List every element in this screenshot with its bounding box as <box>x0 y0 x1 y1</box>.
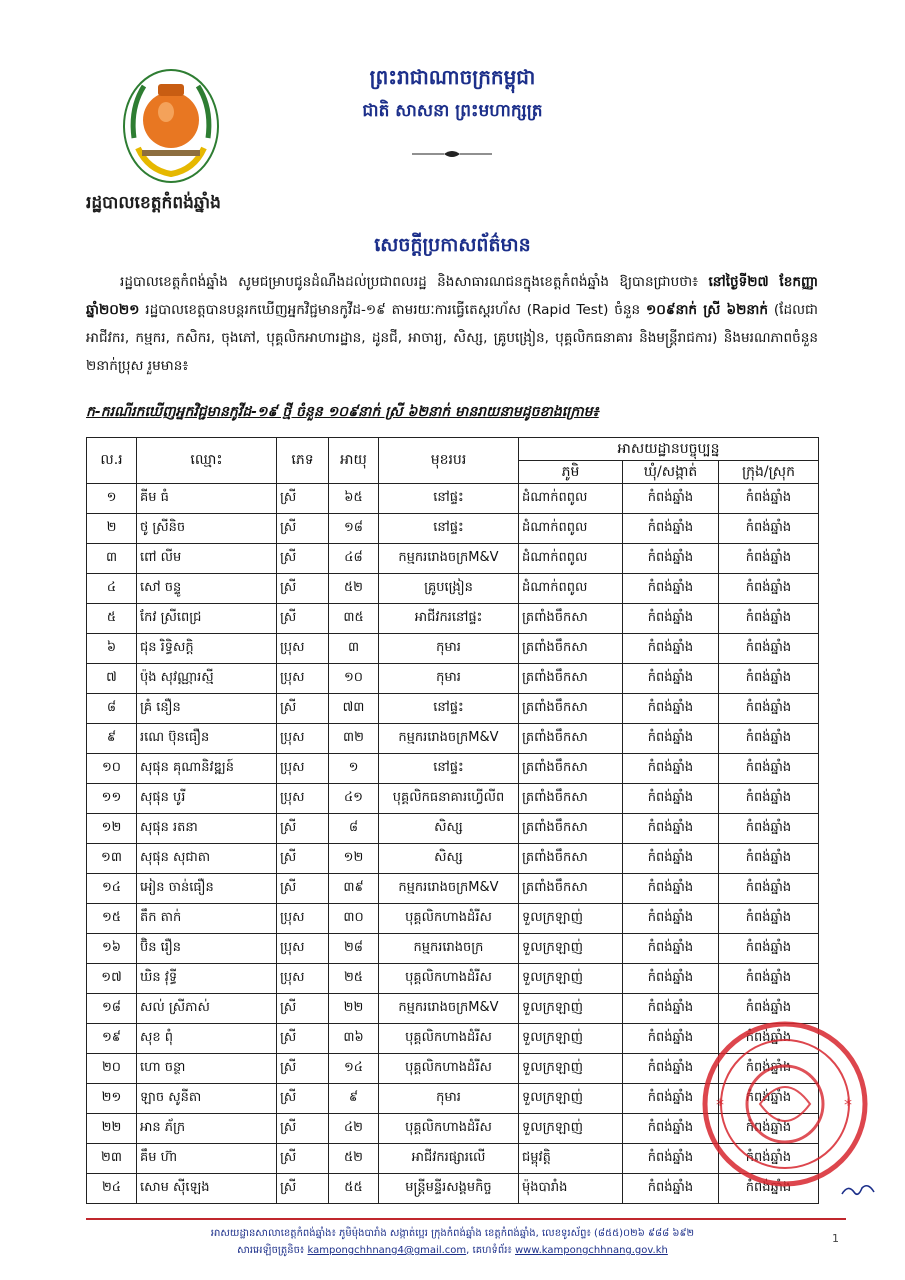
cell-age: ៥៥ <box>329 1174 379 1204</box>
cell-commune: កំពង់ឆ្នាំង <box>623 724 719 754</box>
cell-district: កំពង់ឆ្នាំង <box>719 994 819 1024</box>
cell-no: ២ <box>87 514 137 544</box>
footer-address: អាសយដ្ឋានសាលាខេត្តកំពង់ឆ្នាំង៖ ភូមិម៉ុងបារាំង សង្កាត់ប្អេរ ក្រុងកំពង់ឆ្នាំង ខេត្តកំពង់ឆ្នាំង, លេខទូរស័ព្ទ៖ (៨៥៥)០២៦ ៩៨៨ ៦៩២ <box>210 1228 695 1239</box>
cell-village: ដំណាក់ពពូល <box>519 514 623 544</box>
cell-village: ត្រពាំងចឹកសា <box>519 784 623 814</box>
cell-no: ២៤ <box>87 1174 137 1204</box>
cell-occupation: នៅផ្ទះ <box>379 754 519 784</box>
signature-mark <box>838 1180 878 1202</box>
cell-district: កំពង់ឆ្នាំង <box>719 604 819 634</box>
cell-commune: កំពង់ឆ្នាំង <box>623 694 719 724</box>
cell-district: កំពង់ឆ្នាំង <box>719 814 819 844</box>
cell-no: ១១ <box>87 784 137 814</box>
cell-village: ត្រពាំងចឹកសា <box>519 634 623 664</box>
cell-name: ពៅ លីម <box>137 544 277 574</box>
table-row <box>87 964 819 994</box>
cell-occupation: នៅផ្ទះ <box>379 514 519 544</box>
cell-district: កំពង់ឆ្នាំង <box>719 874 819 904</box>
cell-name: ហោ ចន្ថា <box>137 1054 277 1084</box>
cell-commune: កំពង់ឆ្នាំង <box>623 1084 719 1114</box>
cell-sex: ស្រី <box>277 1024 329 1054</box>
cell-occupation: កម្មកររោងចក្រM&V <box>379 874 519 904</box>
cell-age: ៣ <box>329 634 379 664</box>
cell-village: ត្រពាំងចឹកសា <box>519 754 623 784</box>
cell-no: ៦ <box>87 634 137 664</box>
cell-village: ទួលក្រឡាញ់ <box>519 964 623 994</box>
cell-commune: កំពង់ឆ្នាំង <box>623 874 719 904</box>
cell-occupation: បុគ្គលិកហាងដំរីស <box>379 1114 519 1144</box>
intro-text-3: (ដែលជាអាជីវករ, កម្មករ, កសិករ, ចុងភៅ, បុគ្គលិកអាហារដ្ឋាន, ដូនជី, អាចារ្យ, សិស្ស, គ្រូបង្រៀន, បុគ្គលិកធនាគារ និងមន្ត្រីរាជការ) និងមរណភាពចំនួន ២នាក់ប្រុស រួមមាន៖ <box>86 302 818 374</box>
table-row <box>87 574 819 604</box>
cell-sex: ស្រី <box>277 814 329 844</box>
cell-sex: ប្រុស <box>277 754 329 784</box>
cell-age: ៣២ <box>329 724 379 754</box>
cell-no: ៧ <box>87 664 137 694</box>
cell-age: ២៨ <box>329 934 379 964</box>
cell-district: កំពង់ឆ្នាំង <box>719 724 819 754</box>
cell-village: ទួលក្រឡាញ់ <box>519 1084 623 1114</box>
cell-village: ត្រពាំងចឹកសា <box>519 604 623 634</box>
header-occupation: មុខរបរ <box>379 438 519 484</box>
kingdom-heading: ព្រះរាជាណាចក្រកម្ពុជា <box>369 65 536 89</box>
email-link[interactable]: kampongchhnang4@gmail.com <box>307 1245 467 1256</box>
cell-name: សុផុន បូរី <box>137 784 277 814</box>
cell-sex: ស្រី <box>277 874 329 904</box>
cell-name: សុផុន គុណានិវឌ្ឍន៍ <box>137 754 277 784</box>
cell-district: កំពង់ឆ្នាំង <box>719 964 819 994</box>
cell-no: ១៩ <box>87 1024 137 1054</box>
cell-name: សោម ស៊ីឡេង <box>137 1174 277 1204</box>
cell-commune: កំពង់ឆ្នាំង <box>623 844 719 874</box>
cell-name: ថូ ស្រីនិច <box>137 514 277 544</box>
cell-name: កែវ ស្រីពេជ្រ <box>137 604 277 634</box>
cell-age: ៨ <box>329 814 379 844</box>
cell-name: សុផុន រតនា <box>137 814 277 844</box>
cell-sex: ស្រី <box>277 1084 329 1114</box>
cell-sex: ស្រី <box>277 574 329 604</box>
cell-commune: កំពង់ឆ្នាំង <box>623 604 719 634</box>
table-row <box>87 814 819 844</box>
svg-text:*: * <box>844 1095 852 1114</box>
cell-age: ៣៦ <box>329 1024 379 1054</box>
table-row <box>87 874 819 904</box>
cell-age: ១៤ <box>329 1054 379 1084</box>
cell-name: រណេ ប៊ុនធឿន <box>137 724 277 754</box>
cell-sex: ប្រុស <box>277 784 329 814</box>
cell-age: ៣០ <box>329 904 379 934</box>
header-address: អាសយដ្ឋានបច្ចុប្បន្ន <box>519 438 819 461</box>
header-commune: ឃុំ/សង្កាត់ <box>623 461 719 484</box>
cell-district: កំពង់ឆ្នាំង <box>719 934 819 964</box>
cell-occupation: អាជីវករផ្សារលើ <box>379 1144 519 1174</box>
cell-village: ទួលក្រឡាញ់ <box>519 994 623 1024</box>
website-link[interactable]: www.kampongchhnang.gov.kh <box>515 1245 668 1256</box>
table-row <box>87 664 819 694</box>
cell-age: ៣៩ <box>329 874 379 904</box>
cell-name: ជុន រិទ្ធិសក្តិ <box>137 634 277 664</box>
intro-text-1: រដ្ឋបាលខេត្តកំពង់ឆ្នាំង សូមជម្រាបជូនដំណឹងដល់ប្រជាពលរដ្ឋ និងសាធារណជនក្នុងខេត្តកំពង់ឆ្នាំង ឱ្យបានជ្រាបថា៖ <box>120 274 709 290</box>
cell-occupation: សិស្ស <box>379 814 519 844</box>
cell-commune: កំពង់ឆ្នាំង <box>623 904 719 934</box>
cell-district: កំពង់ឆ្នាំង <box>719 1144 819 1174</box>
cell-occupation: កុមារ <box>379 634 519 664</box>
cell-sex: ស្រី <box>277 1174 329 1204</box>
table-row <box>87 484 819 514</box>
cell-name: សល់ ស្រីភាស់ <box>137 994 277 1024</box>
website-label: , គេហទំព័រ៖ <box>466 1245 515 1256</box>
cell-district: កំពង់ឆ្នាំង <box>719 844 819 874</box>
cell-district: កំពង់ឆ្នាំង <box>719 484 819 514</box>
header-no: ល.រ <box>87 438 137 484</box>
table-row <box>87 844 819 874</box>
cell-name: អាន ភ័ក្រ <box>137 1114 277 1144</box>
cell-commune: កំពង់ឆ្នាំង <box>623 754 719 784</box>
cell-village: ទួលក្រឡាញ់ <box>519 934 623 964</box>
cell-district: កំពង់ឆ្នាំង <box>719 634 819 664</box>
cell-commune: កំពង់ឆ្នាំង <box>623 964 719 994</box>
cell-name: តឹក តាក់ <box>137 904 277 934</box>
cell-no: ១ <box>87 484 137 514</box>
intro-paragraph <box>86 268 818 380</box>
cell-commune: កំពង់ឆ្នាំង <box>623 1024 719 1054</box>
table-row <box>87 784 819 814</box>
cell-name: ប៊ិន រឿន <box>137 934 277 964</box>
cell-village: ត្រពាំងចឹកសា <box>519 874 623 904</box>
cell-age: ៩ <box>329 1084 379 1114</box>
cell-no: ៥ <box>87 604 137 634</box>
cell-age: ១ <box>329 754 379 784</box>
table-row <box>87 544 819 574</box>
cell-no: ១៦ <box>87 934 137 964</box>
cell-no: ២១ <box>87 1084 137 1114</box>
cell-name: អៀន ចាន់ធឿន <box>137 874 277 904</box>
cell-village: ទួលក្រឡាញ់ <box>519 1114 623 1144</box>
cell-commune: កំពង់ឆ្នាំង <box>623 784 719 814</box>
cell-name: ឡាច សូនីតា <box>137 1084 277 1114</box>
cell-sex: ប្រុស <box>277 934 329 964</box>
cell-no: ២២ <box>87 1114 137 1144</box>
cell-sex: ស្រី <box>277 844 329 874</box>
table-row <box>87 724 819 754</box>
cell-age: ៤២ <box>329 1114 379 1144</box>
cell-commune: កំពង់ឆ្នាំង <box>623 574 719 604</box>
cell-occupation: កម្មកររោងចក្រM&V <box>379 544 519 574</box>
case-count: ១០៩នាក់ ស្រី ៦២នាក់ <box>645 302 769 318</box>
cell-district: កំពង់ឆ្នាំង <box>719 574 819 604</box>
cell-district: កំពង់ឆ្នាំង <box>719 784 819 814</box>
cell-village: ត្រពាំងចឹកសា <box>519 844 623 874</box>
cell-occupation: គ្រូបង្រៀន <box>379 574 519 604</box>
cell-commune: កំពង់ឆ្នាំង <box>623 634 719 664</box>
cell-commune: កំពង់ឆ្នាំង <box>623 1144 719 1174</box>
cell-occupation: បុគ្គលិកហាងដំរីស <box>379 1024 519 1054</box>
announcement-date: នៅថ្ងៃទី២៧ ខែកញ្ញា ឆ្នាំ២០២១ <box>86 274 818 318</box>
cell-village: ត្រពាំងចឹកសា <box>519 664 623 694</box>
cell-commune: កំពង់ឆ្នាំង <box>623 484 719 514</box>
cell-occupation: កុមារ <box>379 1084 519 1114</box>
cell-sex: ស្រី <box>277 1114 329 1144</box>
cell-district: កំពង់ឆ្នាំង <box>719 1114 819 1144</box>
cell-no: ១០ <box>87 754 137 784</box>
cell-village: ជម្ពុវត្តិ <box>519 1144 623 1174</box>
cell-district: កំពង់ឆ្នាំង <box>719 544 819 574</box>
cell-district: កំពង់ឆ្នាំង <box>719 1084 819 1114</box>
document-title: សេចក្តីប្រកាសព័ត៌មាន <box>374 234 531 256</box>
cell-sex: ស្រី <box>277 484 329 514</box>
cell-village: ត្រពាំងចឹកសា <box>519 814 623 844</box>
cell-age: ២៥ <box>329 964 379 994</box>
cell-occupation: អាជីវករនៅផ្ទះ <box>379 604 519 634</box>
cell-no: ៤ <box>87 574 137 604</box>
cell-district: កំពង់ឆ្នាំង <box>719 1174 819 1204</box>
cell-district: កំពង់ឆ្នាំង <box>719 904 819 934</box>
cell-occupation: នៅផ្ទះ <box>379 694 519 724</box>
cell-age: ៥២ <box>329 574 379 604</box>
table-row <box>87 754 819 784</box>
cell-commune: កំពង់ឆ្នាំង <box>623 1174 719 1204</box>
cell-sex: ស្រី <box>277 1144 329 1174</box>
cell-sex: ប្រុស <box>277 724 329 754</box>
cell-commune: កំពង់ឆ្នាំង <box>623 1114 719 1144</box>
cell-sex: ស្រី <box>277 994 329 1024</box>
svg-text:*: * <box>716 1095 724 1114</box>
cell-occupation: កម្មកររោងចក្រM&V <box>379 994 519 1024</box>
cell-age: ៣៥ <box>329 604 379 634</box>
email-label: សារអេឡិចត្រូនិច៖ <box>237 1245 308 1256</box>
cell-occupation: កម្មកររោងចក្រ <box>379 934 519 964</box>
cell-commune: កំពង់ឆ្នាំង <box>623 814 719 844</box>
cell-sex: ប្រុស <box>277 964 329 994</box>
cell-village: ដំណាក់ពពូល <box>519 544 623 574</box>
cell-sex: ប្រុស <box>277 664 329 694</box>
cell-no: ៣ <box>87 544 137 574</box>
cell-name: សុផុន សុជាតា <box>137 844 277 874</box>
cell-sex: ស្រី <box>277 514 329 544</box>
cell-no: ១២ <box>87 814 137 844</box>
cell-occupation: មន្ត្រីមន្ទីរសង្គមកិច្ច <box>379 1174 519 1204</box>
cell-occupation: បុគ្គលិកធនាគារហ្វើលីព <box>379 784 519 814</box>
cell-district: កំពង់ឆ្នាំង <box>719 514 819 544</box>
header-village: ភូមិ <box>519 461 623 484</box>
cell-name: ឃិន វុទ្ធី <box>137 964 277 994</box>
cell-commune: កំពង់ឆ្នាំង <box>623 934 719 964</box>
cell-name: ប៉ុង សុវណ្ណារស្មី <box>137 664 277 694</box>
cell-occupation: សិស្ស <box>379 844 519 874</box>
cell-no: ២០ <box>87 1054 137 1084</box>
cell-age: ១២ <box>329 844 379 874</box>
footer-divider <box>86 1218 846 1220</box>
national-motto: ជាតិ សាសនា ព្រះមហាក្សត្រ <box>362 101 543 121</box>
header-district: ក្រុង/ស្រុក <box>719 461 819 484</box>
cell-no: ១៤ <box>87 874 137 904</box>
cell-sex: ស្រី <box>277 604 329 634</box>
cell-name: គ្រំ នឿន <box>137 694 277 724</box>
cell-village: ត្រពាំងចឹកសា <box>519 724 623 754</box>
cell-occupation: បុគ្គលិកហាងដំរីស <box>379 1054 519 1084</box>
cell-age: ២២ <box>329 994 379 1024</box>
table-row <box>87 514 819 544</box>
cell-no: ៩ <box>87 724 137 754</box>
cell-occupation: កុមារ <box>379 664 519 694</box>
cell-village: ទួលក្រឡាញ់ <box>519 1024 623 1054</box>
cell-age: ៥២ <box>329 1144 379 1174</box>
cell-village: ទួលក្រឡាញ់ <box>519 904 623 934</box>
table-row <box>87 904 819 934</box>
cell-sex: ស្រី <box>277 1054 329 1084</box>
table-row <box>87 694 819 724</box>
page-number: 1 <box>832 1232 839 1245</box>
footer-contacts <box>0 1243 905 1258</box>
cell-commune: កំពង់ឆ្នាំង <box>623 664 719 694</box>
cell-village: ត្រពាំងចឹកសា <box>519 694 623 724</box>
cell-village: ដំណាក់ពពូល <box>519 574 623 604</box>
cell-name: គីម ធំ <box>137 484 277 514</box>
cell-village: ម៉ុងបារាំង <box>519 1174 623 1204</box>
cell-village: ទួលក្រឡាញ់ <box>519 1054 623 1084</box>
cell-age: ១០ <box>329 664 379 694</box>
cell-district: កំពង់ឆ្នាំង <box>719 754 819 784</box>
cell-age: ១៨ <box>329 514 379 544</box>
cell-no: ២៣ <box>87 1144 137 1174</box>
cell-name: គឹម ហ៊ា <box>137 1144 277 1174</box>
cell-district: កំពង់ឆ្នាំង <box>719 664 819 694</box>
cell-sex: ស្រី <box>277 694 329 724</box>
cell-village: ដំណាក់ពពូល <box>519 484 623 514</box>
header-sex: ភេទ <box>277 438 329 484</box>
cell-no: ១៧ <box>87 964 137 994</box>
cell-no: ៨ <box>87 694 137 724</box>
header-name: ឈ្មោះ <box>137 438 277 484</box>
cell-sex: ប្រុស <box>277 904 329 934</box>
official-red-stamp <box>700 1020 870 1188</box>
cell-occupation: បុគ្គលិកហាងដំរីស <box>379 964 519 994</box>
cell-no: ១៥ <box>87 904 137 934</box>
cell-district: កំពង់ឆ្នាំង <box>719 694 819 724</box>
cell-sex: ប្រុស <box>277 634 329 664</box>
cell-age: ៤៨ <box>329 544 379 574</box>
table-row <box>87 604 819 634</box>
cell-district: កំពង់ឆ្នាំង <box>719 1054 819 1084</box>
cell-occupation: បុគ្គលិកហាងដំរីស <box>379 904 519 934</box>
cell-occupation: កម្មកររោងចក្រM&V <box>379 724 519 754</box>
cell-age: ៦៥ <box>329 484 379 514</box>
cell-occupation: នៅផ្ទះ <box>379 484 519 514</box>
cell-commune: កំពង់ឆ្នាំង <box>623 994 719 1024</box>
cell-age: ៤១ <box>329 784 379 814</box>
cell-commune: កំពង់ឆ្នាំង <box>623 514 719 544</box>
section-subheading: ក-ករណីរកឃើញអ្នកវិជ្ជមានកូវីដ-១៩ ថ្មី ចំនួន ១០៩នាក់ ស្រី ៦២នាក់ មានរាយនាមដូចខាងក្រោម៖ <box>86 404 599 420</box>
cell-sex: ស្រី <box>277 544 329 574</box>
cell-district: កំពង់ឆ្នាំង <box>719 1024 819 1054</box>
cell-commune: កំពង់ឆ្នាំង <box>623 1054 719 1084</box>
cell-no: ១៨ <box>87 994 137 1024</box>
decorative-divider <box>410 148 494 160</box>
cell-commune: កំពង់ឆ្នាំង <box>623 544 719 574</box>
table-row <box>87 634 819 664</box>
header-age: អាយុ <box>329 438 379 484</box>
cell-age: ៧៣ <box>329 694 379 724</box>
table-row <box>87 994 819 1024</box>
intro-text-2: រដ្ឋបាលខេត្តបានបន្តរកឃើញអ្នកវិជ្ជមានកូវីដ-១៩ តាមរយៈការធ្វើតេស្តរហ័ស (Rapid Test) ចំនួន <box>139 302 646 318</box>
cell-name: សៅ ចន្ទូ <box>137 574 277 604</box>
cell-name: សុខ ពុំ <box>137 1024 277 1054</box>
agency-name: រដ្ឋបាលខេត្តកំពង់ឆ្នាំង <box>86 193 221 213</box>
cell-no: ១៣ <box>87 844 137 874</box>
table-row <box>87 934 819 964</box>
